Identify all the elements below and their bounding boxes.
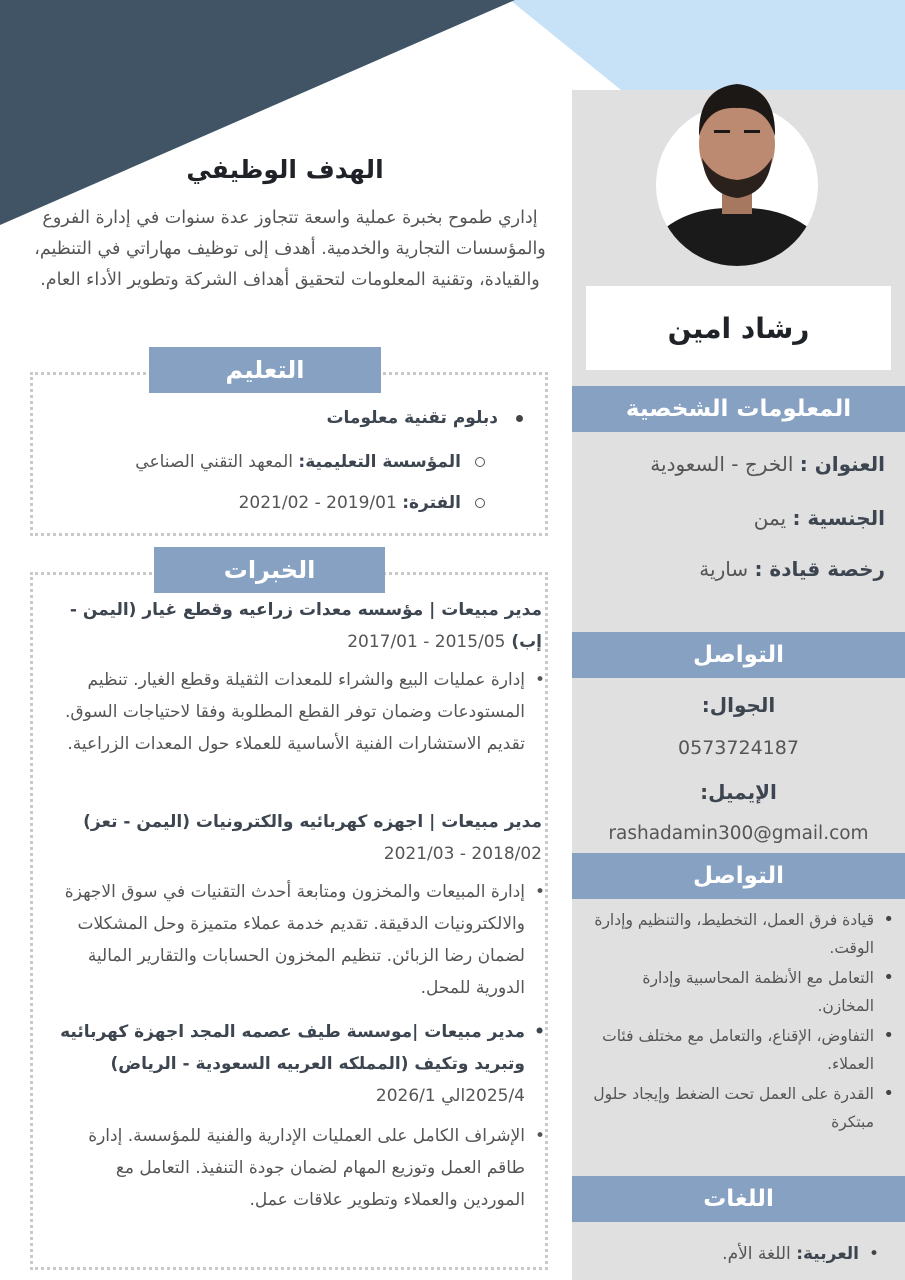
address-label: العنوان : (799, 452, 885, 476)
language-arabic-label: العربية: (796, 1244, 859, 1264)
license-value: سارية (699, 557, 749, 581)
education-header: التعليم (149, 347, 381, 393)
skill-item: • قيادة فرق العمل، التخطيط، والتنظيم وإدارة الوقت. (586, 906, 900, 962)
circle-bullet-icon (475, 498, 485, 508)
skills-list (586, 906, 900, 1138)
email-value[interactable]: rashadamin300@gmail.com (608, 823, 869, 844)
skill-item: • التعامل مع الأنظمة المحاسبية وإدارة المخازن. (586, 964, 900, 1020)
license-label: رخصة قيادة : (754, 557, 885, 581)
language-arabic-value: اللغة الأم. (722, 1244, 791, 1264)
job-description (55, 664, 545, 760)
job-title-text: مدير مبيعات | مؤسسه معدات زراعيه وقطع غيار (اليمن - إب) (69, 600, 542, 652)
phone-value[interactable]: 0573724187 (678, 737, 799, 759)
bullet-icon: • (534, 1126, 545, 1146)
nationality-label: الجنسية : (792, 506, 885, 530)
job-period: 2018/02 - 2021/03 (383, 844, 542, 864)
address-row (650, 452, 885, 476)
institution-value: المعهد التقني الصناعي (135, 452, 293, 472)
skills-header: التواصل (572, 853, 905, 899)
degree-text: دبلوم تقنية معلومات (326, 408, 498, 428)
period-value: 2019/01 - 2021/02 (238, 493, 397, 513)
language-arabic (722, 1244, 885, 1264)
phone-label: الجوال: (701, 693, 776, 717)
education-degree (326, 408, 523, 428)
bullet-icon (516, 415, 523, 422)
nationality-row (754, 506, 885, 530)
experience-header: الخبرات (154, 547, 385, 593)
bullet-icon: • (534, 1022, 545, 1042)
job-description (55, 876, 545, 1004)
email-label: الإيميل: (700, 780, 777, 804)
job-description-text: الإشراف الكامل على العمليات الإدارية والفنية للمؤسسة. إدارة طاقم العمل وتوزيع المهام لضمان جودة التنفيذ. التعامل مع الموردين والعملاء وتطوير علاقات عمل. (88, 1126, 525, 1210)
job-title (52, 806, 542, 870)
profile-photo (656, 66, 818, 266)
job-period: 2025/4الي 2026/1 (375, 1086, 525, 1106)
institution-label: المؤسسة التعليمية: (298, 452, 461, 472)
circle-bullet-icon (475, 457, 485, 467)
license-row (699, 557, 885, 581)
job-description (55, 1120, 545, 1216)
skill-item: • القدرة على العمل تحت الضغط وإيجاد حلول مبتكرة (586, 1080, 900, 1136)
bullet-icon: • (534, 882, 545, 902)
objective-text: إداري طموح بخبرة عملية واسعة تتجاوز عدة سنوات في إدارة الفروع والمؤسسات التجارية والخدمية. أهدف إلى توظيف مهاراتي في التنظيم، والقيادة، وتقنية المعلومات لتحقيق أهداف الشركة وتطوير الأداء العام. (34, 208, 546, 290)
objective-title: الهدف الوظيفي (186, 155, 384, 184)
job-title (55, 1016, 545, 1112)
job-title-text: مدير مبيعات |موسسة طيف عصمه المجد اجهزة كهربائيه وتبريد وتكيف (المملكه العربيه السعودية - الرياض) (60, 1022, 525, 1074)
job-title (52, 594, 542, 658)
bullet-icon: • (534, 670, 545, 690)
period-label: الفترة: (402, 493, 461, 513)
job-period: 2015/05 - 2017/01 (347, 632, 506, 652)
skill-item: • التفاوض، الإقناع، والتعامل مع مختلف فئات العملاء. (586, 1022, 900, 1078)
address-value: الخرج - السعودية (650, 452, 794, 476)
education-period (239, 493, 485, 513)
job-description-text: إدارة المبيعات والمخزون ومتابعة أحدث التقنيات في سوق الاجهزة والالكترونيات الدقيقة. تقديم خدمة عملاء متميزة وحل المشكلات لضمان رضا الزبائن. تنظيم المخزون الحسابات والتقارير المالية الدورية للمحل. (64, 882, 525, 998)
contact-header: التواصل (572, 632, 905, 678)
languages-header: اللغات (572, 1176, 905, 1222)
personal-info-header: المعلومات الشخصية (572, 386, 905, 432)
job-description-text: إدارة عمليات البيع والشراء للمعدات الثقيلة وقطع الغيار. تنظيم المستودعات وضمان توفر القطع المطلوبة وفقا لاحتياجات السوق. تقديم الاستشارات الفنية الأساسية للعملاء حول المعدات الزراعية. (64, 670, 525, 754)
nationality-value: يمن (753, 506, 787, 530)
job-title-text: مدير مبيعات | اجهزه كهربائيه والكترونيات (اليمن - تعز) (83, 812, 542, 832)
education-institution (135, 452, 485, 472)
candidate-name: رشاد امين (586, 286, 891, 370)
